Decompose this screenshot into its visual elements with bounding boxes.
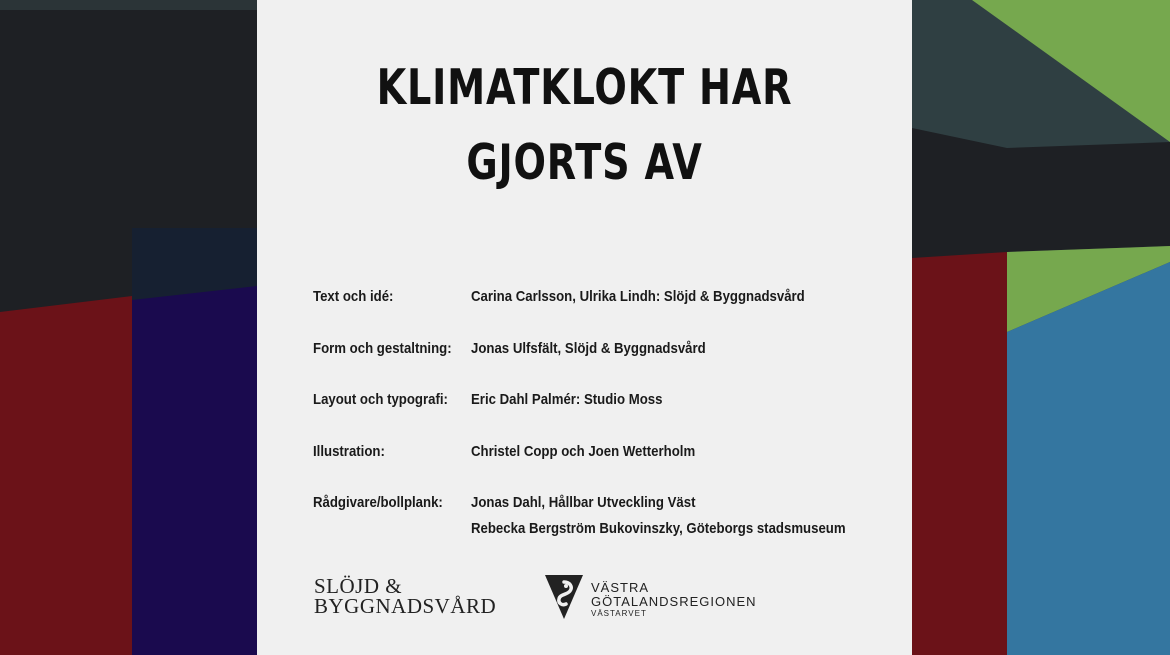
credit-value: Eric Dahl Palmér: Studio Moss [470,391,662,408]
credit-label: Illustration: [313,442,385,460]
credits-panel [257,0,912,655]
vgr-wordmark [591,581,757,619]
credit-label: Layout och typografi: [313,391,448,408]
credit-value: Rebecka Bergström Bukovinszky, Göteborgs stadsmuseum [470,520,846,537]
bg-slate-top-left [0,0,257,10]
bg-charcoal-strip [1007,142,1170,252]
bg-maroon-right [912,252,1007,655]
credit-value: Carina Carlsson, Ulrika Lindh: Slöjd & Byggnadsvård [470,288,805,305]
credit-row-continued [313,516,896,542]
vgr-line-3: VÄSTARVET [591,609,647,618]
bg-indigo-left [132,286,257,655]
vgr-line-1: VÄSTRA [591,580,650,595]
logo-sb-line-2: BYGGNADSVÅRD [314,594,497,618]
page-title [329,50,840,200]
vgr-swan-icon [545,575,583,619]
credit-value: Jonas Dahl, Hållbar Utveckling Väst [470,494,695,511]
credit-row [313,284,896,310]
slojd-byggnadsvard-logo [314,576,496,616]
credit-label: Text och idé: [313,288,394,305]
credit-row [313,439,896,465]
title-line-1: KLIMATKLOKT HAR [376,59,793,116]
credits-table [313,284,896,542]
logo-sb-line-1: SLÖJD & [314,574,403,598]
credit-value: Jonas Ulfsfält, Slöjd & Byggnadsvård [470,339,706,357]
credit-row [313,387,896,413]
vastra-gotalandsregionen-logo [545,575,765,620]
bg-maroon-left [0,296,132,655]
credit-row [313,490,896,516]
title-line-2: GJORTS AV [466,134,703,191]
vgr-line-2: GÖTALANDSREGIONEN [591,594,757,609]
credit-label: Form och gestaltning: [313,339,452,357]
credit-value: Christel Copp och Joen Wetterholm [470,442,695,460]
credit-row [313,336,896,362]
credit-label: Rådgivare/bollplank: [313,494,443,511]
